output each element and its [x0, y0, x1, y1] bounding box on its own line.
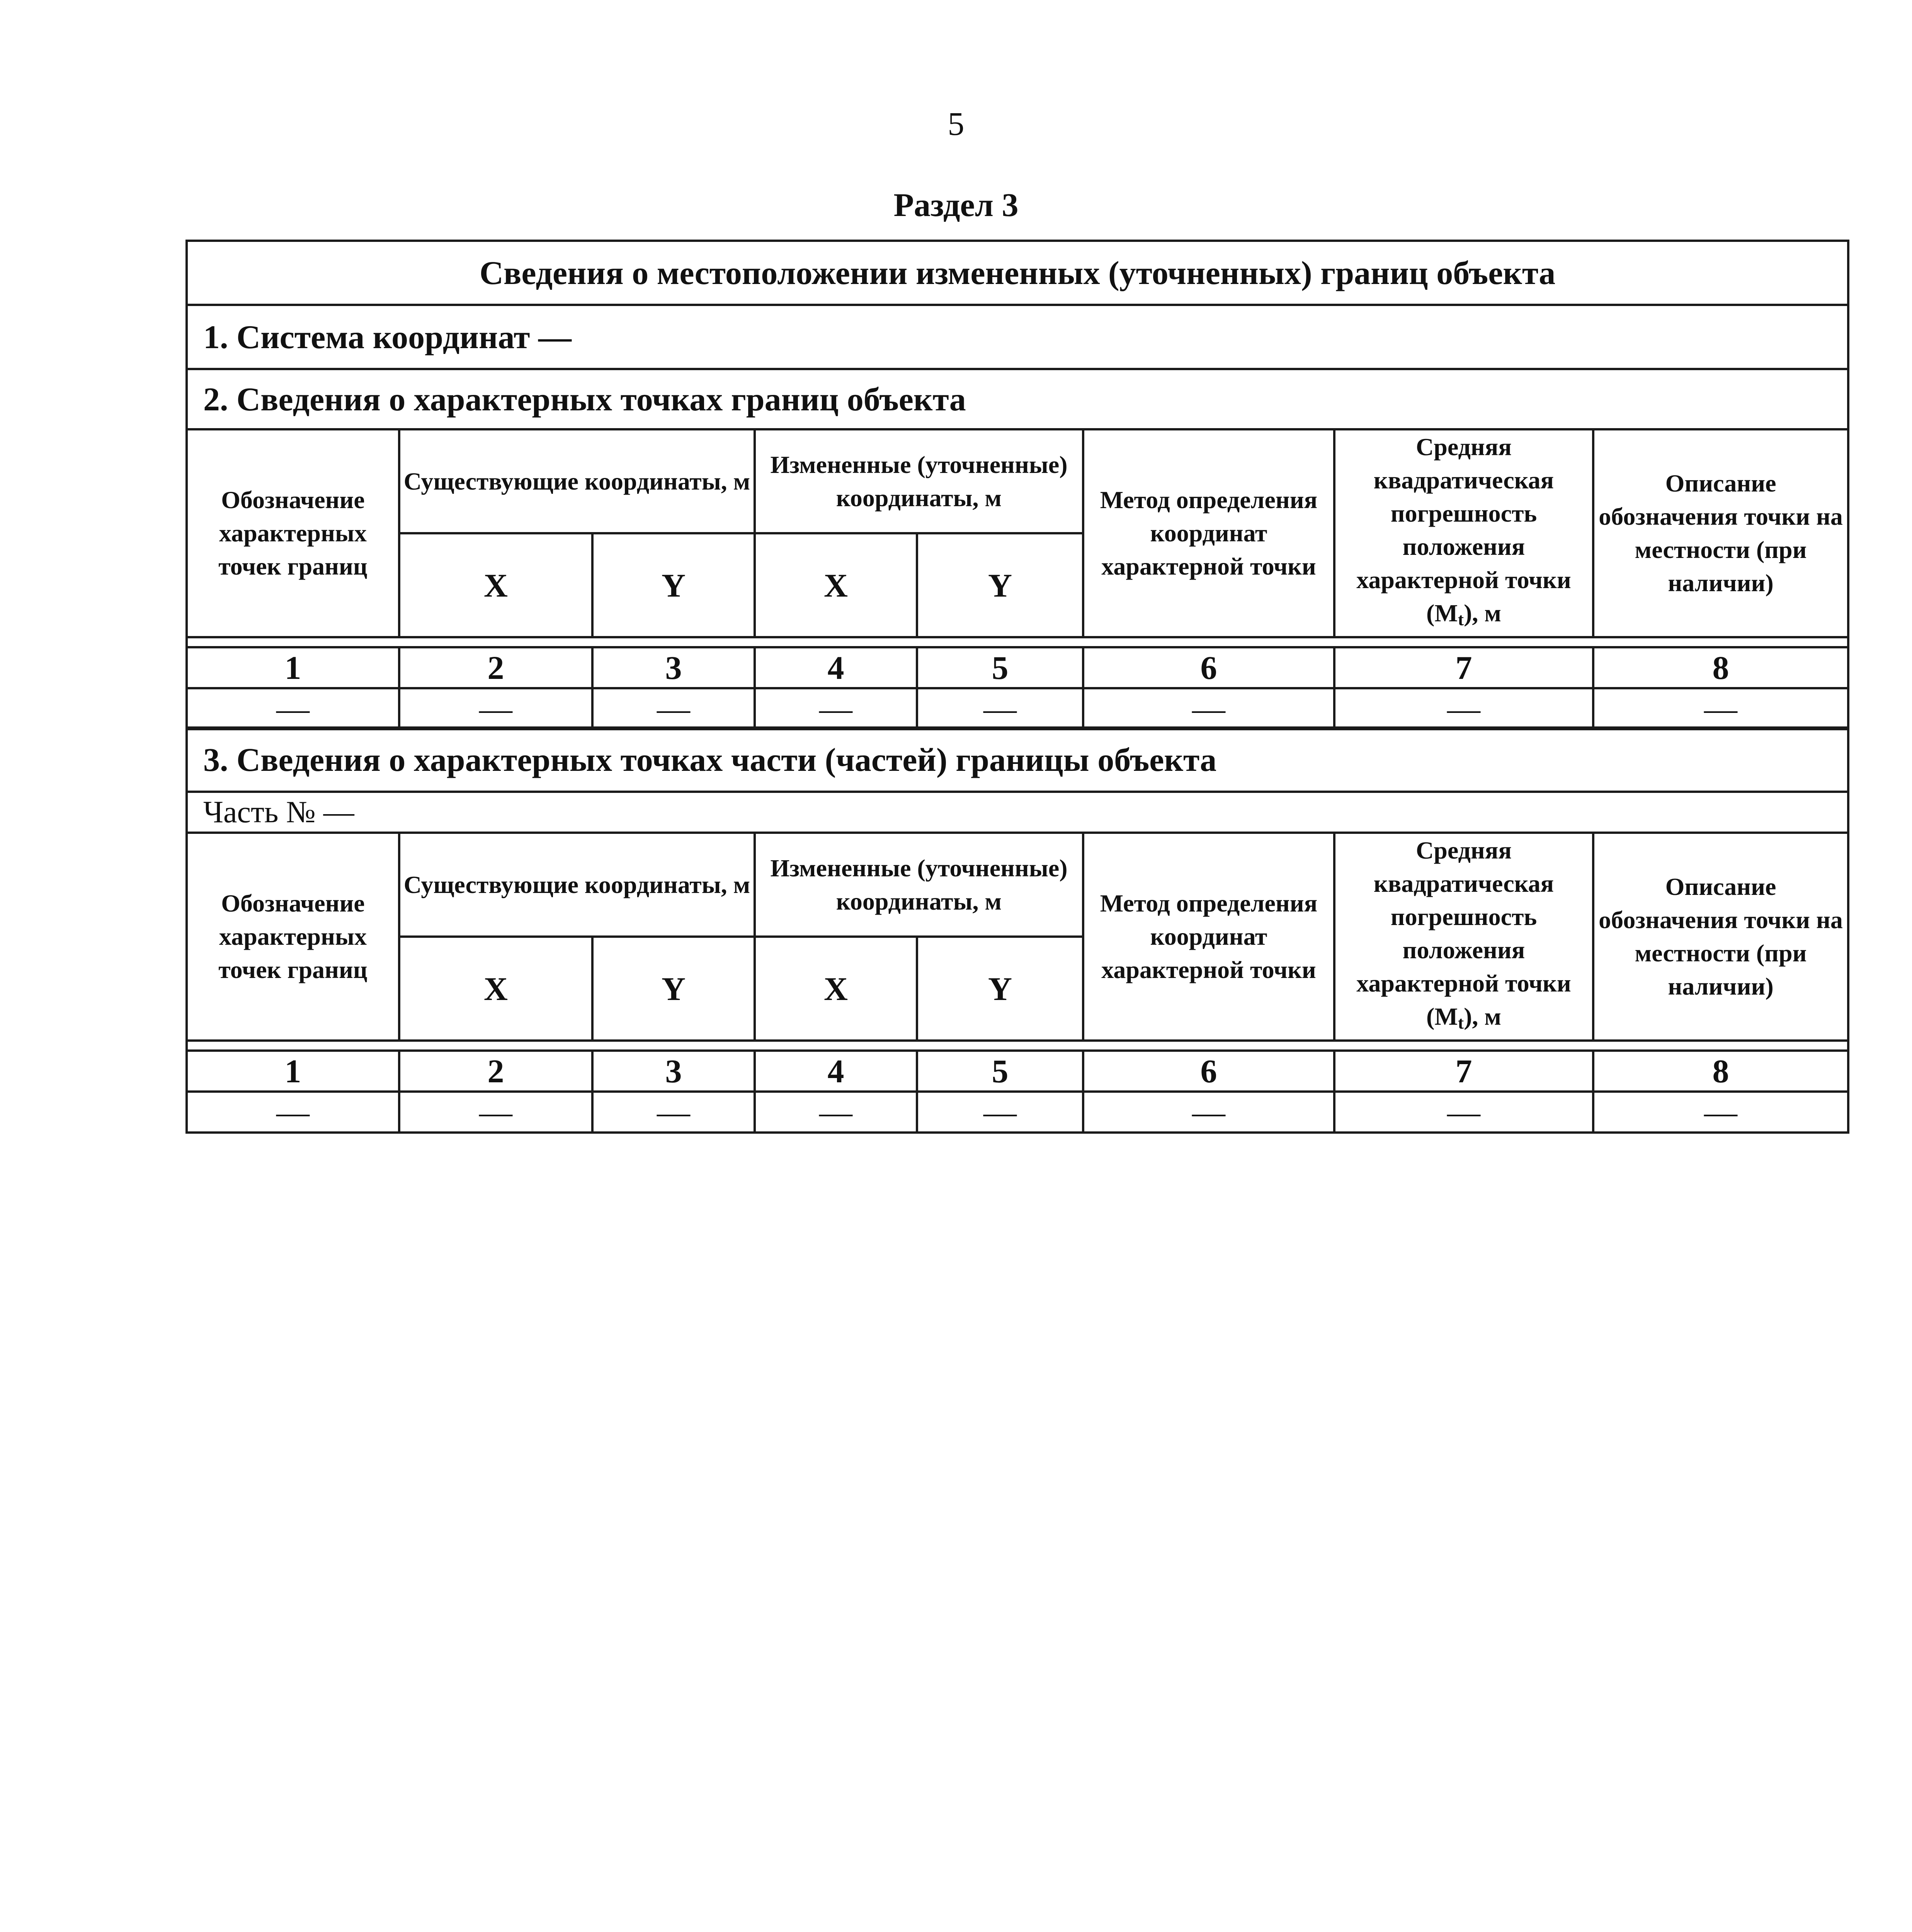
part-points-heading: 3. Сведения о характерных точках части (частей) границы объекта: [187, 728, 1848, 792]
header-mean-error: [1334, 833, 1593, 1041]
header-changed-y: Y: [917, 937, 1083, 1041]
header-mean-error-unit: ), м: [1464, 1003, 1501, 1030]
block-title: Сведения о местоположении измененных (уточненных) границ объекта: [187, 241, 1848, 305]
column-number: 7: [1334, 647, 1593, 688]
column-number: 7: [1334, 1051, 1593, 1092]
header-existing-y: Y: [592, 533, 755, 637]
column-number: 5: [917, 647, 1083, 688]
table-cell-empty: —: [1083, 1092, 1334, 1133]
header-method: Метод определения координат характерной точки: [1083, 429, 1334, 637]
table-cell-empty: —: [917, 1092, 1083, 1133]
column-number: 6: [1083, 647, 1334, 688]
header-changed-coordinates: Измененные (уточненные) координаты, м: [755, 833, 1083, 937]
page-number: 5: [947, 105, 965, 142]
header-mean-error-subscript: t: [1458, 1013, 1464, 1032]
column-number: 2: [399, 647, 592, 688]
table-cell-empty: —: [592, 1092, 755, 1133]
coordinates-table-2: [185, 726, 1849, 1134]
column-number: 3: [592, 1051, 755, 1092]
column-number: 4: [755, 1051, 917, 1092]
header-existing-coordinates: Существующие координаты, м: [399, 833, 755, 937]
column-number: 5: [917, 1051, 1083, 1092]
table-cell-empty: —: [917, 688, 1083, 729]
coordinates-table-1: [185, 240, 1849, 730]
header-mean-error: [1334, 429, 1593, 637]
column-number: 8: [1593, 1051, 1848, 1092]
column-number: 3: [592, 647, 755, 688]
header-point-designation: Обозначение характерных точек границ: [187, 833, 399, 1041]
column-number: 2: [399, 1051, 592, 1092]
header-description: Описание обозначения точки на местности (при наличии): [1593, 833, 1848, 1041]
header-existing-y: Y: [592, 937, 755, 1041]
section-3-block-2: [185, 726, 1847, 1134]
section-3-block-1: [185, 240, 1847, 730]
table-cell-empty: —: [399, 688, 592, 729]
column-number: 1: [187, 1051, 399, 1092]
header-changed-x: X: [755, 533, 917, 637]
header-mean-error-unit: ), м: [1464, 599, 1501, 627]
header-mean-error-text: Средняя квадратическая погрешность положения характерной точки (M: [1356, 837, 1571, 1030]
table-cell-empty: —: [187, 688, 399, 729]
table-cell-empty: —: [755, 1092, 917, 1133]
header-mean-error-text: Средняя квадратическая погрешность положения характерной точки (M: [1356, 433, 1571, 627]
boundary-points-heading: 2. Сведения о характерных точках границ объекта: [187, 369, 1848, 429]
header-method: Метод определения координат характерной точки: [1083, 833, 1334, 1041]
column-number: 4: [755, 647, 917, 688]
column-number: 6: [1083, 1051, 1334, 1092]
section-title: Раздел 3: [893, 186, 1019, 223]
header-existing-x: X: [399, 533, 592, 637]
table-cell-empty: —: [1593, 1092, 1848, 1133]
header-existing-x: X: [399, 937, 592, 1041]
table-cell-empty: —: [1334, 688, 1593, 729]
header-point-designation: Обозначение характерных точек границ: [187, 429, 399, 637]
table-cell-empty: —: [1593, 688, 1848, 729]
header-changed-x: X: [755, 937, 917, 1041]
table-cell-empty: —: [755, 688, 917, 729]
table-cell-empty: —: [1334, 1092, 1593, 1133]
table-cell-empty: —: [399, 1092, 592, 1133]
header-existing-coordinates: Существующие координаты, м: [399, 429, 755, 533]
table-cell-empty: —: [1083, 688, 1334, 729]
table-cell-empty: —: [592, 688, 755, 729]
table-cell-empty: —: [187, 1092, 399, 1133]
column-number: 1: [187, 647, 399, 688]
header-changed-coordinates: Измененные (уточненные) координаты, м: [755, 429, 1083, 533]
column-number: 8: [1593, 647, 1848, 688]
coordinate-system-row: 1. Система координат —: [187, 305, 1848, 369]
header-mean-error-subscript: t: [1458, 609, 1464, 629]
header-description: Описание обозначения точки на местности (при наличии): [1593, 429, 1848, 637]
part-number-row: Часть № —: [187, 792, 1848, 833]
header-changed-y: Y: [917, 533, 1083, 637]
